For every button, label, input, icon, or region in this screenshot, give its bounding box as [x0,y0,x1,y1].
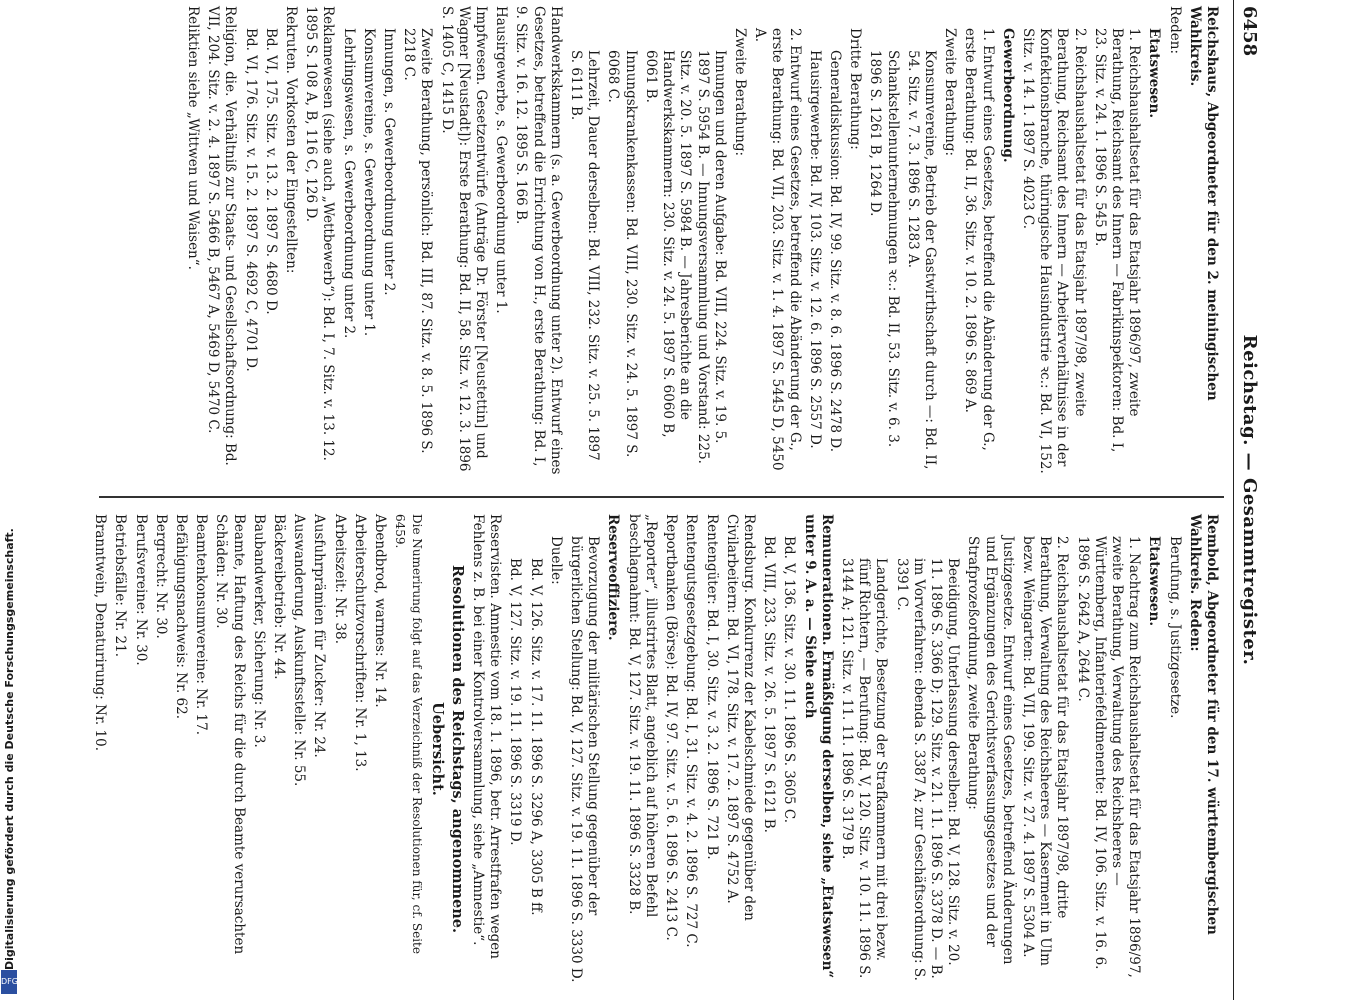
index-entry: 1. Nachtrag zum Reichshaushaltsetat für das Etatsjahr 1896/97, zweite Berathung, Verwaltung des Reichsheeres — Württemberg, Infanteriefeldmenente: Bd. IV, 106. Sitz. v. 16. 6. 1896 S. 2642 A, 2644 C. [1074,536,1143,978]
index-entry: Reichshaus, Abgeordneter für den 2. meiningischen Wahlkreis. [1186,6,1220,401]
index-entry: Reden: [1166,6,1183,55]
index-entry: Abendbrod, warmes: Nr. 14. [372,514,389,708]
index-entry: Reliktien siehe „Wittwen und Waisen“. [185,6,202,270]
index-entry: Bd. V, 126. Sitz. v. 17. 11. 1896 S. 3296 A, 3305 B ff. [527,558,544,916]
index-entry: Arbeiterschutzvorschriften: Nr. 1, 13. [351,514,368,772]
index-entry: Innungen, s. Gewerbeordnung unter 2. [381,28,398,296]
index-entry: Berufung, s. Justizgesetze. [1166,536,1183,719]
index-entry: Reserveoffiziere. [605,514,622,641]
index-entry: Bd. VI, 175. Sitz. v. 13. 2. 1897 S. 4680 D. [262,28,279,315]
index-entry: Lehrzeit, Dauer derselben: Bd. VIII, 232. Sitz. v. 25. 5. 1897 S. 6111 B. [568,50,602,461]
index-entry: Hausirgewerbe, s. Gewerbeordnung unter 1. [493,6,510,314]
index-entry: Bergrecht: Nr. 30. [152,514,169,639]
index-entry: Rekruten. Vorkosten der Eingestellten: [283,6,300,274]
index-entry: Betriebsfälle: Nr. 21. [112,514,129,658]
index-entry: Etatswesen. [1146,28,1163,119]
index-entry: Beamtenkonsumvereine: Nr. 17. [193,514,210,736]
index-entry: 1. Reichshaushaltsetat für das Etatsjahr 1896/97, zweite Berathung, Reichsamt des Innern — Fabrikinspektoren: Bd. I, 23. Sitz. v. 24. 1. 1896 S. 545 B. [1091,28,1143,453]
index-entry: Uebersicht. [428,702,446,796]
index-entry: Handwerkskammern (s. a. Gewerbeordnung unter 2). Entwurf eines Gesetzes, betreffend die Errichtung von H., erste Berathung: Bd. I, 9. Sitz. v. 16. 12. 1895 S. 166 B. [513,6,564,475]
index-entry: Gewerbeordnung. [999,28,1016,163]
index-entry: Zweite Berathung: [731,28,748,157]
index-entry: Justizgesetze. Entwurf eines Gesetzes, betreffend Änderungen und Ergänzungen des Gerichtsverfassungsgesetzes und der Strafprozeßordnung, zweite Berathung: [965,536,1016,965]
index-entry: Konsumvereine, Betrieb der Gastwirthschaft durch —: Bd. II, 54. Sitz. v. 7. 3. 1896 S. 1283 A. [904,50,938,470]
index-entry: Rendsburg. Konkurrenz der Kabelschmiede gegenüber den Civilarbeitern: Bd. VI, 178. Sitz. v. 17. 2. 1897 S. 4752 A. [723,514,757,921]
index-entry: Hausirgewerbe: Bd. IV, 103. Sitz. v. 12. 6. 1896 S. 2557 D. [806,50,823,449]
index-entry: Berufsvereine: Nr. 30. [132,514,149,666]
index-entry: Beeidigung, Unterlassung derselben: Bd. V, 128. Sitz. v. 20. 11. 1896 S. 3366 D; 129. Sitz. v. 21. 11. 1896 S. 3378 D. — B. im Vorverfahren: ebenda S. 3387 A; zur Geschäftsordnung: S. 3391 C. [893,558,962,981]
index-entry: Landgerichte, Besetzung der Strafkammern mit drei bezw. fünf Richtern, — Berufung: Bd. V, 120. Sitz. v. 10. 11. 1896 S. 3144 A; 121. Sitz. v. 11. 11. 1896 S. 3179 B. [838,558,890,979]
index-entry: Lehrlingswesen, s. Gewerbeordnung unter 2. [340,28,357,339]
index-entry: Bäckereibetrieb: Nr. 44. [271,514,288,680]
document-page [90,0,1270,1000]
index-entry: Duelle: [547,536,564,585]
index-entry: Zweite Berathung, persönlich: Bd. III, 87. Sitz. v. 8. 5. 1896 S. 2218 C. [401,28,435,454]
page-title: Reichstag. — Gesammtregister. [1239,334,1260,666]
index-entry: Rembold, Abgeordneter für den 17. württembergischen Wahlkreis. Reden: [1186,514,1220,935]
index-entry: Reservisten. Amnestie vom 18. 1. 1896, betr. Arrestfrafen wegen Fehlens z. B. bei einer Kontrolversammlung, siehe „Amnestie“. [470,514,504,959]
index-entry: Auswanderung, Auskunftsstelle: Nr. 55. [291,514,308,787]
index-entry: Schankstellenunternehmungen ꝛc.: Bd. II, 53. Sitz. v. 6. 3. 1896 S. 1261 B, 1264 D. [867,50,901,448]
left-column [181,6,1220,476]
index-entry: Remunerationen. Ermäßigung derselben, siehe „Etatswesen“ unter 9. A. a. — Siehe auch [801,514,835,979]
index-entry: 2. Reichshaushaltsetat für das Etatsjahr 1897/98, dritte Berathung, Verwaltung des Reichsheeres — Kaserment in Ulm bezw. Weingarten: Bd. VII, 199. Sitz. v. 27. 4. 1897 S. 5304 A. [1019,536,1071,966]
index-entry: Bd. V, 127. Sitz. v. 19. 11. 1896 S. 3319 D. [507,558,524,846]
index-entry: Bd. VIII, 233. Sitz. v. 26. 5. 1897 S. 6121 B. [761,536,778,833]
index-entry: Beamte, Haftung des Reichs für die durch Beamte verursachten Schäden: Nr. 30. [213,514,247,955]
index-entry: 2. Entwurf eines Gesetzes, betreffend die Abänderung der G., erste Berathung: Bd. VII, 203. Sitz. v. 1. 4. 1897 S. 5445 D, 5450 A. [752,28,803,471]
index-entry: Religion, die. Verhältniß zur Staats- und Gesellschaftsordnung: Bd. VII, 204. Sitz. v. 2. 4. 1897 S. 5466 B, 5467 A, 5469 D, 5470 C. [205,6,239,466]
index-entry: 1. Entwurf eines Gesetzes, betreffend die Abänderung der G., erste Berathung: Bd. II, 36. Sitz. v. 10. 2. 1896 S. 869 A. [962,28,996,451]
index-entry: Bd. V, 136. Sitz. v. 30. 11. 1896 S. 3605 C. [781,536,798,824]
index-entry: 2. Reichshaushaltsetat für das Etatsjahr 1897/98, zweite Berathung, Reichsamt des Innern — Arbeiterverhältnisse in der Konfektionsbranche, thüringische Hausindustrie ꝛc.: Bd. VI, 152. Sitz. v. 14. 1. 1897 S. 4023 C. [1019,28,1088,474]
index-entry: Baubandwerker, Sicherung: Nr. 3. [250,514,267,748]
digitization-note [1,0,19,1000]
index-entry: „Reporter“, illustrirtes Blatt, angeblich auf höheren Befehl beschlagnahmt: Bd. V, 127. Sitz. v. 19. 11. 1896 S. 3328 B. [625,514,659,918]
page-header [1233,0,1262,1000]
index-entry: Bd. VI, 176. Sitz. v. 15. 2. 1897 S. 4692 C, 4701 D. [242,28,259,372]
index-entry: Etatswesen. [1146,536,1163,627]
index-entry: Befähigungsnachweis: Nr. 62. [173,514,190,720]
index-entry: Arbeitszeit: Nr. 38. [331,514,348,645]
right-column [88,514,1220,984]
column-divider [99,496,1224,498]
index-entry: Ausfuhrprämien für Zucker: Nr. 24. [311,514,328,758]
page-number: 6458 [1239,6,1260,57]
index-entry: Innungskrankenkassen: Bd. VIII, 230. Sitz. v. 24. 5. 1897 S. 6068 C. [605,50,639,458]
index-entry: Rentengüter: Bd. I, 30. Sitz. v. 3. 2. 1896 S. 721 B. [703,514,720,860]
index-entry: Innungen und deren Aufgabe: Bd. VIII, 224. Sitz. v. 19. 5. 1897 S. 5954 B. — Innungsversammlung und Vorstand: 225. Sitz. v. 20. 5. 1897 S. 5984 B. — Jahresberichte an die Handwerkskammern: 230. Sitz. v. 24. 5. 1897 S. 6060 B, 6061 B. [642,50,728,464]
index-entry: Rentengutsgesetzgebung: Bd. I, 31. Sitz. v. 4. 2. 1896 S. 727 C. [683,514,700,948]
index-entry: Generaldiskussion: Bd. IV, 99. Sitz. v. 8. 6. 1896 S. 2478 D. [826,50,843,453]
index-entry: Bevorzugung der militärischen Stellung gegenüber der bürgerlichen Stellung: Bd. V, 127. Sitz. v. 19. 11. 1896 S. 3330 D. [568,536,602,983]
index-entry: Dritte Berathung: [847,28,864,150]
index-entry: Zweite Berathung: [942,28,959,157]
index-entry: Branntwein, Denaturirung: Nr. 10. [92,514,109,751]
index-entry: Die Numerirung folgt auf das Verzeichniß der Resolutionen für, cf. Seite 6459. [393,514,425,954]
index-entry: Reklamewesen (siehe auch „Wettbewerb“): Bd. I, 7. Sitz. v. 13. 12. 1895 S. 108 A, B, 116 C, 126 D. [303,6,337,461]
index-entry: Resolutionen des Reichstags, angenommene. [448,564,466,934]
digitization-note-text: Digitalisierung gefördert durch die Deutsche Forschungsgemeinschaft. [3,528,16,970]
index-entry: Impfwesen. Gesetzentwürfe (Anträge Dr. Förster [Neustettin] und Wagner [Neustadt]): Erste Berathung: Bd. II, 58. Sitz. v. 12. 3. 1896 S. 1405 C, 1415 D. [438,6,490,472]
index-entry: Reportbanken (Börse): Bd. IV, 97. Sitz. v. 5. 6. 1896 S. 2413 C. [663,514,680,941]
dfg-logo: DFG [1,970,17,994]
index-entry: Konsumvereine, s. Gewerbeordnung unter 1. [360,28,377,337]
